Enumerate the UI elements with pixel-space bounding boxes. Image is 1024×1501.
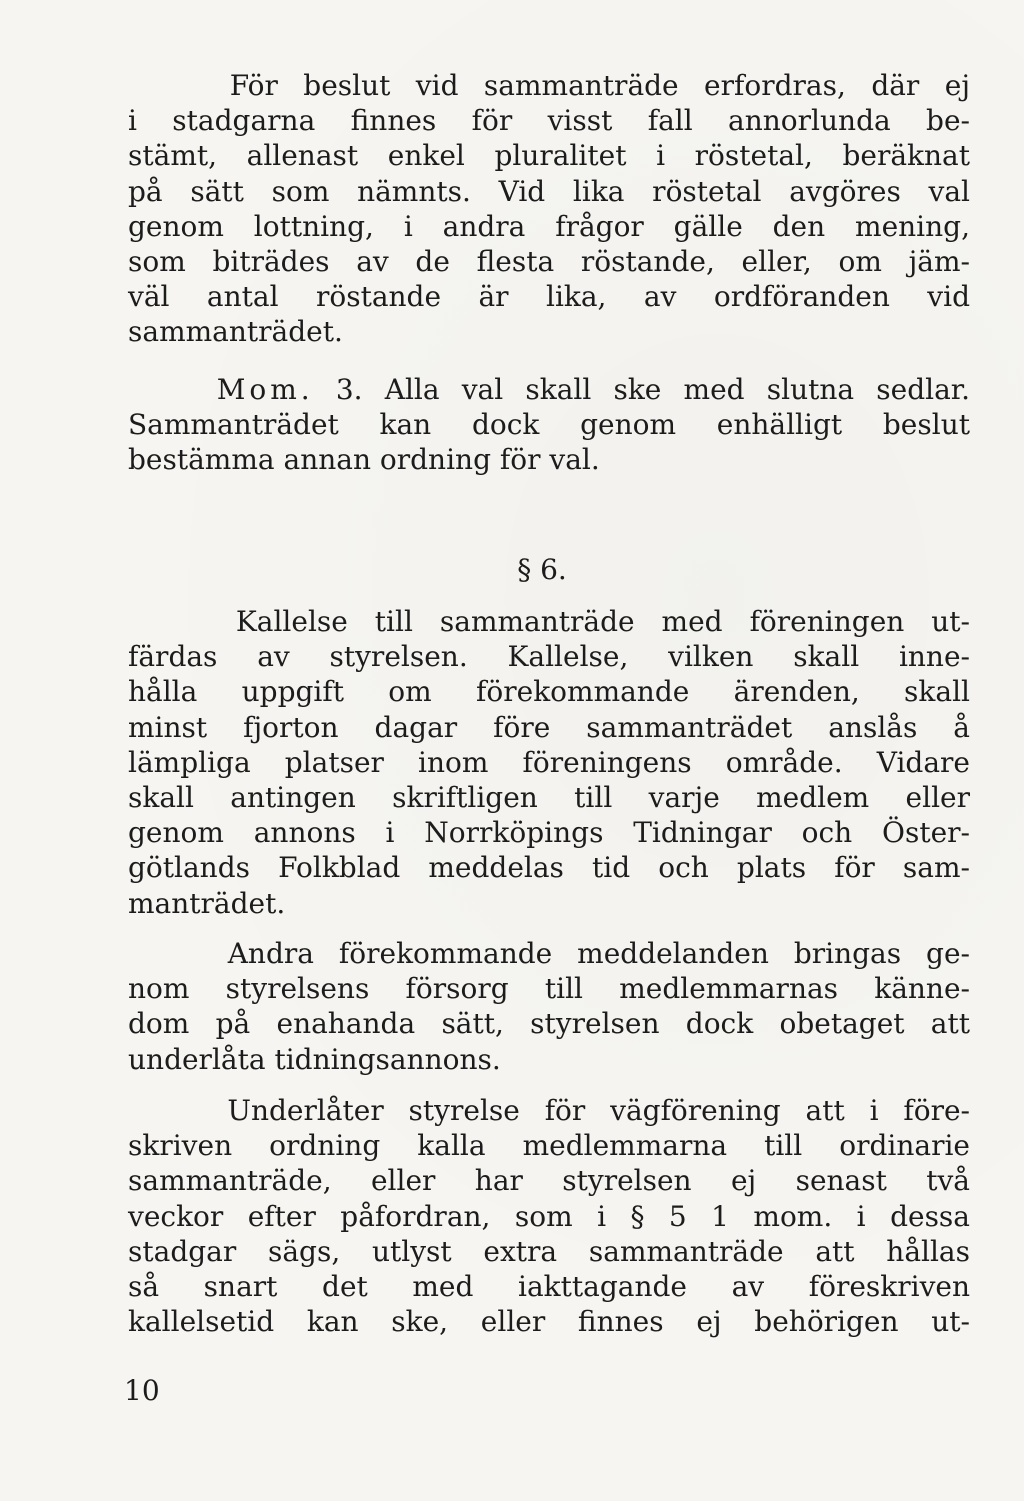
text-line: stämt, allenast enkel pluralitet i röstetal, beräknat [128,139,970,173]
text-line: Underlåter styrelse för vägförening att i före- [128,1094,970,1127]
text-line: genom annons i Norrköpings Tidningar och Öster- [128,816,970,850]
paragraph-mom-3 [128,372,970,478]
text-line: som biträdes av de flesta röstande, eller, om jäm- [128,244,970,278]
text-line: lämpliga platser inom föreningens område. Vidare [128,745,970,779]
text-line: manträdet. [128,886,286,920]
text-line: kallelsetid kan ske, eller finnes ej behörigen ut- [128,1305,970,1339]
text-line: skall antingen skriftligen till varje medlem eller [128,780,970,814]
text-line: minst fjorton dagar före sammanträdet anslås å [128,710,970,744]
text-line: Kallelse till sammanträde med föreningen ut- [128,605,970,638]
paragraph-decision-rules [128,68,970,350]
section-heading: § 6. [517,553,567,586]
text-line: hålla uppgift om förekommande ärenden, skall [128,675,970,709]
text-line: väl antal röstande är lika, av ordföranden vid [128,280,970,314]
text-line: veckor efter påfordran, som i § 5 1 mom. i dessa [128,1199,970,1233]
text-line: stadgar sägs, utlyst extra sammanträde att hållas [128,1234,970,1268]
page-number: 10 [124,1374,160,1407]
text-line: i stadgarna finnes för visst fall annorlunda be- [128,104,970,138]
text-line: Sammanträdet kan dock genom enhälligt beslut [128,408,970,442]
paragraph-other-notices [128,936,970,1077]
text-line: skriven ordning kalla medlemmarna till ordinarie [128,1129,970,1163]
text-fragment: 3. Alla val skall ske med slutna sedlar. [313,373,970,406]
text-line: dom på enahanda sätt, styrelsen dock obetaget att [128,1007,970,1041]
mom-label: Mom. [216,373,314,406]
text-line: sammanträde, eller har styrelsen ej senast två [128,1164,970,1198]
text-line: För beslut vid sammanträde erfordras, där ej [128,69,970,102]
text-line: så snart det med iakttagande av föreskriven [128,1269,970,1303]
text-line: götlands Folkblad meddelas tid och plats för sam- [128,851,970,885]
text-line [128,372,970,407]
text-line: Andra förekommande meddelanden bringas ge- [128,937,970,970]
paragraph-board-failure [128,1093,970,1339]
text-line: färdas av styrelsen. Kallelse, vilken skall inne- [128,640,970,674]
text-line: genom lottning, i andra frågor gälle den mening, [128,209,970,243]
text-line: sammanträdet. [128,315,343,349]
text-line: bestämma annan ordning för val. [128,443,600,477]
paragraph-meeting-notice [128,604,970,921]
text-line: nom styrelsens försorg till medlemmarnas känne- [128,972,970,1006]
text-line: på sätt som nämnts. Vid lika röstetal avgöres val [128,174,970,208]
text-line: underlåta tidningsannons. [128,1042,501,1076]
